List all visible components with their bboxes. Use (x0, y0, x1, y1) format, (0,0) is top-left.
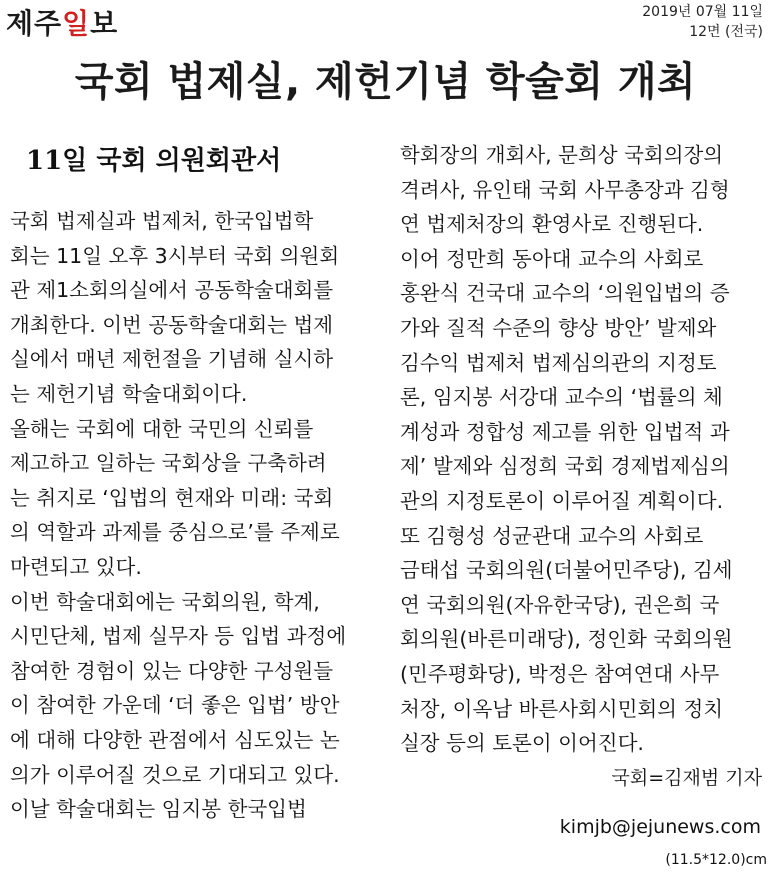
reporter-email[interactable]: kimjb@jejunews.com (559, 816, 761, 838)
page-number: 12면 (전국) (689, 24, 763, 40)
article-line: 실에서 매년 제헌절을 기념해 실시하 (10, 347, 334, 372)
article-line: 학회장의 개회사, 문희상 국회의장의 (400, 143, 724, 167)
article-line: 금태섭 국회의원(더불어민주당), 김세 (400, 558, 733, 583)
article-line: 이어 정만희 동아대 교수의 사회로 (400, 246, 704, 271)
article-line: 의 역할과 과제를 중심으로’를 주제로 (10, 520, 340, 545)
article-line: 제고하고 일하는 국회상을 구축하려 (10, 451, 327, 476)
article-line: 이날 학술대회는 임지봉 한국입법 (10, 797, 307, 822)
article-line: 개최한다. 이번 공동학술대회는 법제 (10, 312, 334, 337)
article-line: 관의 지정토론이 이루어질 계획이다. (400, 488, 724, 513)
article-line: 에 대해 다양한 관점에서 심도있는 논 (10, 727, 340, 752)
newspaper-logo: 제주일보 (6, 7, 119, 40)
article-line: 회의원(바른미래당), 정인화 국회의원 (400, 627, 733, 652)
article-line: 의가 이루어질 것으로 기대되고 있다. (10, 762, 340, 787)
article-line: 는 취지로 ‘입법의 현재와 미래: 국회 (10, 485, 334, 510)
article-column-right (400, 138, 762, 795)
article-line: 시민단체, 법제 실무자 등 입법 과정에 (10, 624, 347, 649)
article-line: 연 법제처장의 환영사로 진행된다. (400, 212, 704, 237)
article-line: 김수익 법제처 법제심의관의 지정토 (400, 350, 717, 375)
article-line: 관 제1소회의실에서 공동학술대회를 (10, 278, 334, 303)
article-line: 마련되고 있다. (10, 554, 142, 579)
publish-date: 2019년 07월 11일 (642, 4, 763, 20)
article-line: 참여한 경험이 있는 다양한 구성원들 (10, 658, 334, 683)
masthead (6, 4, 118, 40)
article-line: 가와 질적 수준의 향상 방안’ 발제와 (400, 315, 717, 340)
article-line: 실장 등의 토론이 이어진다. (400, 731, 644, 756)
article-line: 는 제헌기념 학술대회이다. (10, 381, 248, 406)
subheadline: 11일 국회 의원회관서 (26, 146, 282, 176)
article-line: (민주평화당), 박정은 참여연대 사무 (400, 661, 720, 686)
article-line: 처장, 이옥남 바른사회시민회의 정치 (400, 696, 724, 721)
article-line: 국회 법제실과 법제처, 한국입법학 (10, 209, 314, 233)
page-meta (642, 2, 763, 42)
article-line: 이번 학술대회에는 국회의원, 학계, (10, 589, 320, 614)
article-line: 이 참여한 가운데 ‘더 좋은 입법’ 방안 (10, 693, 340, 718)
article-line: 계성과 정합성 제고를 위한 입법적 과 (400, 419, 730, 444)
article-column-left (10, 204, 372, 827)
headline: 국회 법제실, 제헌기념 학술회 개최 (74, 59, 697, 105)
byline: 국회=김재범 기자 (611, 766, 762, 789)
article-line: 또 김형성 성균관대 교수의 사회로 (400, 523, 704, 548)
article-line: 올해는 국회에 대한 국민의 신뢰를 (10, 416, 314, 441)
article-line: 론, 임지봉 서강대 교수의 ‘법률의 체 (400, 385, 723, 410)
article-line: 회는 11일 오후 3시부터 국회 의원회 (10, 243, 340, 268)
article-line: 홍완식 건국대 교수의 ‘의원입법의 증 (400, 281, 730, 306)
article-size: (11.5*12.0)cm (665, 852, 767, 868)
article-line: 연 국회의원(자유한국당), 권은희 국 (400, 592, 720, 617)
article-line: 제’ 발제와 심정희 국회 경제법제심의 (400, 454, 730, 479)
article-line: 격려사, 유인태 국회 사무총장과 김형 (400, 177, 730, 202)
